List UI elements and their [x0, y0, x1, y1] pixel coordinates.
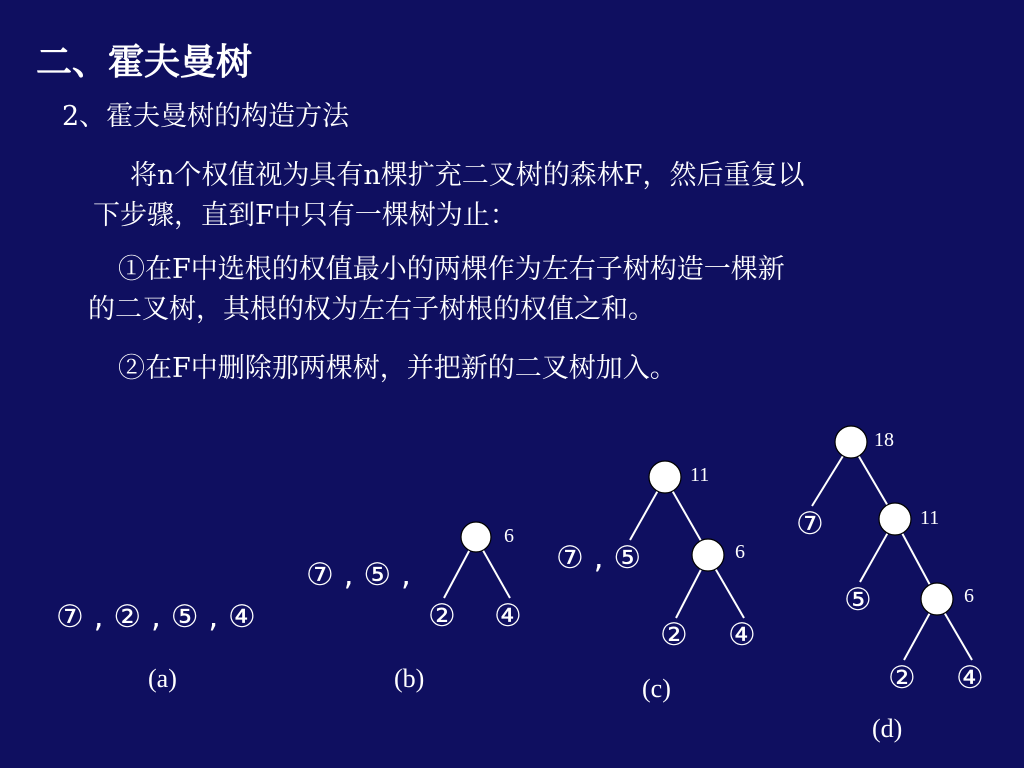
step-one-line1: ①在F中选根的权值最小的两棵作为左右子树构造一棵新 [118, 254, 785, 285]
leaf-b-right: ④ [494, 598, 522, 634]
node-c-root [649, 461, 681, 493]
leaf-d-right: ④ [956, 660, 984, 696]
weight-c-sub: 6 [735, 541, 745, 563]
weight-d-11: 11 [920, 507, 940, 529]
step-one-line2: 的二叉树，其根的权为左右子树根的权值之和。 [88, 294, 655, 325]
leaf-b-left: ② [428, 598, 456, 634]
forest-c: ⑦ , ⑤ [556, 540, 642, 576]
node-c-sub [692, 539, 724, 571]
leaf-c-left: ② [660, 617, 688, 653]
page-title: 二、霍夫曼树 [36, 41, 253, 83]
leaf-d-5: ⑤ [844, 582, 872, 618]
node-d-6 [921, 583, 953, 615]
caption-b: (b) [394, 664, 425, 693]
node-b-root [461, 522, 491, 552]
node-d-root [835, 426, 867, 458]
leaf-d-7: ⑦ [796, 506, 824, 542]
caption-a: (a) [148, 664, 177, 693]
forest-a: ⑦ , ② , ⑤ , ④ [56, 599, 256, 635]
leaf-c-right: ④ [728, 617, 756, 653]
paragraph-intro-line2: 下步骤，直到F中只有一棵树为止： [93, 200, 517, 231]
caption-c: (c) [642, 674, 671, 703]
weight-d-6: 6 [964, 585, 974, 607]
weight-c-root: 11 [690, 464, 710, 486]
caption-d: (d) [872, 714, 903, 743]
section-heading: 2、霍夫曼树的构造方法 [62, 101, 350, 132]
weight-d-root: 18 [874, 429, 894, 451]
paragraph-intro-line1: 将n个权值视为具有n棵扩充二叉树的森林F，然后重复以 [130, 160, 805, 191]
weight-b-root: 6 [504, 525, 514, 547]
node-d-11 [879, 503, 911, 535]
forest-b: ⑦ , ⑤ , [306, 557, 411, 593]
step-two: ②在F中删除那两棵树，并把新的二叉树加入。 [118, 353, 677, 384]
leaf-d-left: ② [888, 660, 916, 696]
